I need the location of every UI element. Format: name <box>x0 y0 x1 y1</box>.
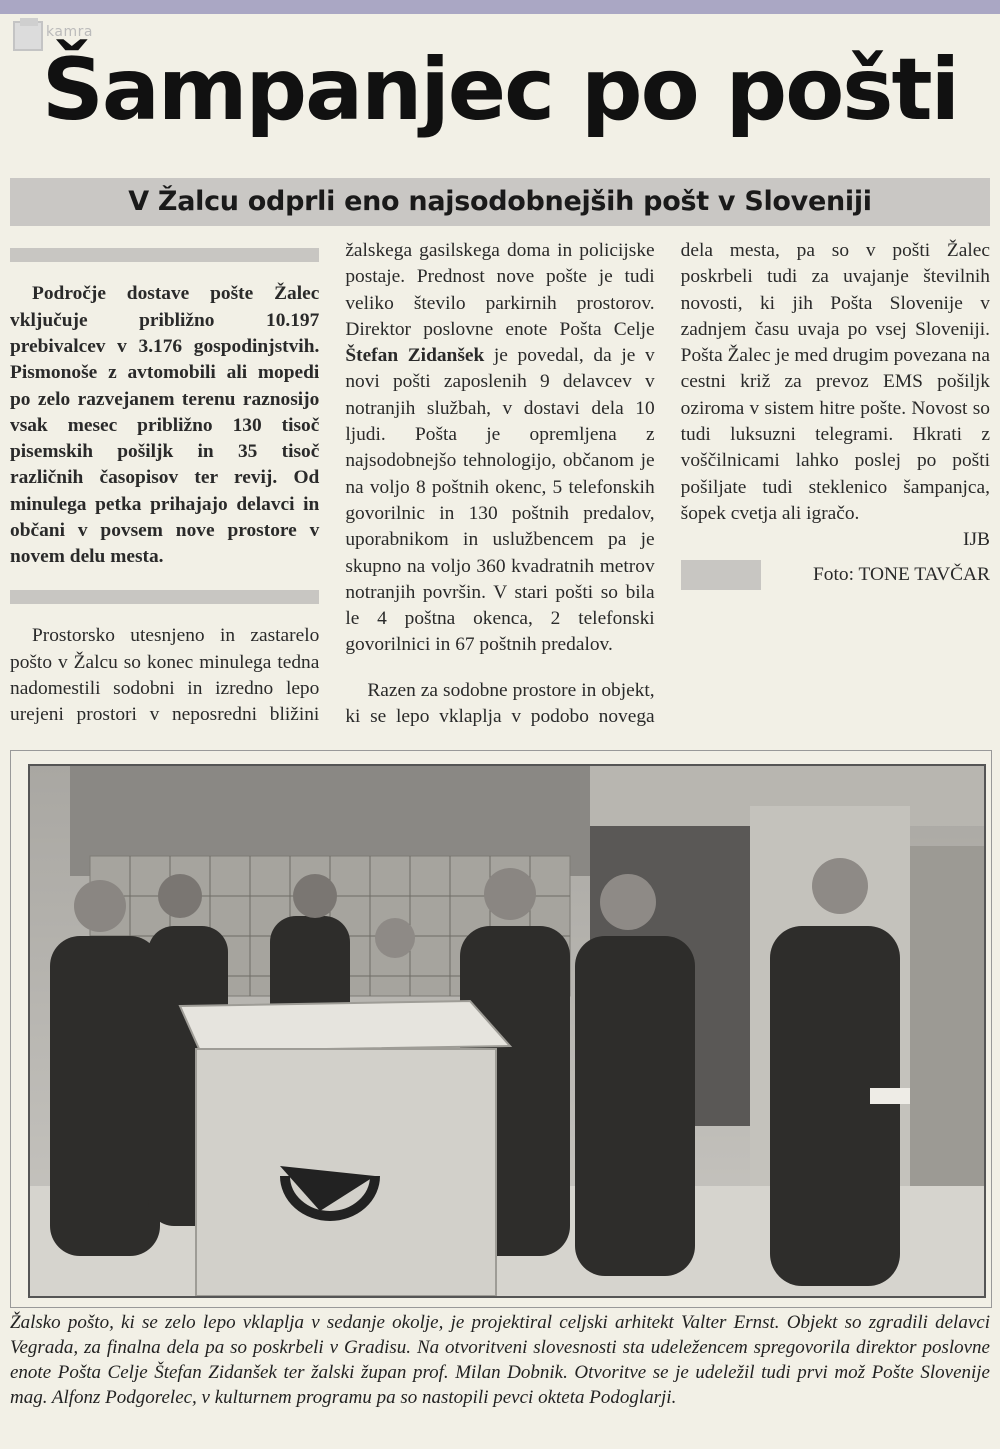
headline: Šampanjec po pošti <box>41 40 959 140</box>
body-text-cont: je povedal, da je v novi pošti zaposlenih 9 delavcev v notranjih službah, v dostavi dela 10 ljudi. Pošta je opremljena z najsodobnejšo tehnologijo, občanom je na voljo 8 poštnih okenc, 5 telefonskih govorilnic in 130 poštnih predalov, uporabnikom in uslužbencem pa je skupno na voljo 360 kvadratnih metrov notranjih površin. V stari pošti so bila le 4 poštna okenca, 2 telefonski govorilnici in 67 poštnih predalov. <box>345 345 655 656</box>
ceremony-photo-illustration <box>30 766 984 1296</box>
article-body-part2: Razen za sodobne prostore in objekt, ki se lepo vklaplja v podobo novega dela mesta, pa so v pošti Žalec poskrbeli tudi za uvajanje številnih novosti, ki jih Pošta Slovenije v zadnjem času uvaja po vsej Sloveniji. Pošta Žalec je med drugim povezana na cestni križ za prevoz EMS pošiljk oziroma v sistem hitre pošte. Novost so tudi luksuzni telegrami. Hkrati z voščilnicami lahko poslej po pošti pošiljate tudi steklenico šampanjca, šopek cvetja ali igračo. <box>345 240 990 728</box>
subheadline: V Žalcu odprli eno najsodobnejših pošt v Sloveniji <box>128 186 872 217</box>
column-rule <box>10 590 319 604</box>
body-text: Prostorsko utesnjeno in zastarelo pošto v Žalcu so konec minulega tedna nadomestili sodobni in izredno lepo urejeni prostori v neposredni bližini žalskega gasilskega doma in policijske postaje. Prednost nove pošte je tudi veliko število parkirnih prostorov. Direktor poslovne enote Pošta Celje <box>10 240 655 726</box>
column-rule <box>10 248 319 262</box>
article-author: IJB <box>963 529 990 551</box>
photo-credit: Foto: TONE TAVČAR <box>813 563 990 585</box>
news-photo <box>28 764 986 1298</box>
director-name: Štefan Zidanšek <box>345 345 485 367</box>
article-flow <box>10 238 990 743</box>
photo-credit-row <box>681 554 990 594</box>
article-lead: Področje dostave pošte Žalec vključuje približno 10.197 prebivalcev v 3.176 gospodinjstvih. Pismonoše z avtomobili ali mopedi po zelo razvejanem terenu raznosijo vsak mesec približno 130 tisoč pisemskih pošiljk in 35 tisoč različnih časopisov ter revij. Od minulega petka prihajajo delavci in občani v povsem nove prostore v novem delu mesta. <box>10 283 320 568</box>
logo-text: kamra <box>46 24 93 40</box>
credit-bar <box>681 560 761 590</box>
photo-caption: Žalsko pošto, ki se zelo lepo vklaplja v sedanje okolje, je projektiral celjski arhitekt Valter Ernst. Objekt so zgradili delavci Vegrada, za finalna dela pa so poskrbeli v Gradisu. Na otvoritveni slovesnosti sta udeležencem spregovorila direktor poslovne enote Pošta Celje Štefan Zidanšek ter žalski župan prof. Milan Dobnik. Otvoritve se je udeležil tudi prvi mož Pošte Slovenije mag. Alfonz Podgorelec, v kulturnem programu pa so nastopili pevci okteta Podoglarji. <box>10 1312 990 1408</box>
top-bar <box>0 0 1000 14</box>
